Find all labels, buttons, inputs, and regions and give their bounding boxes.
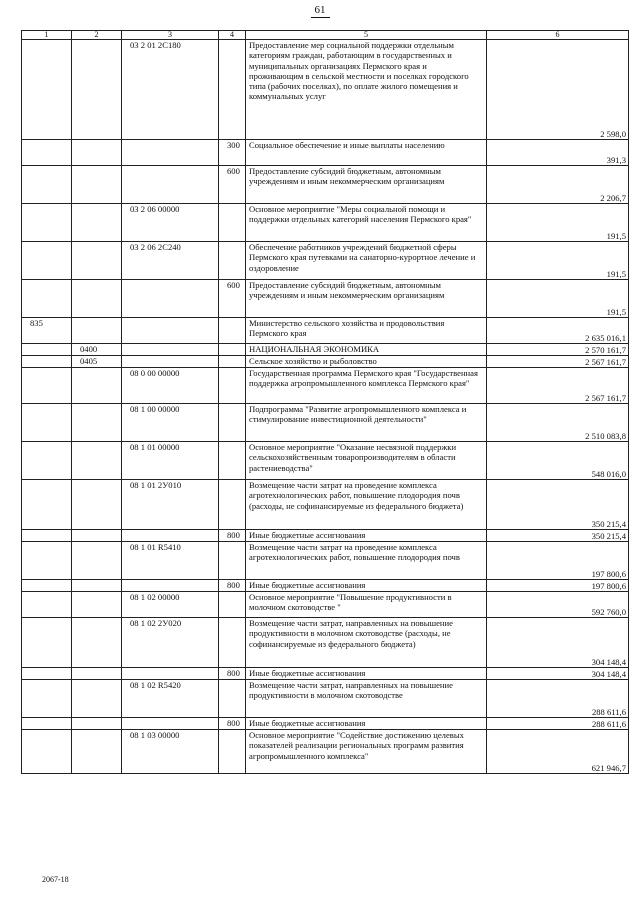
table-row — [22, 40, 629, 140]
table-row — [22, 530, 629, 542]
cell-admin-code — [22, 730, 72, 774]
cell-amount: 2 635 016,1 — [487, 318, 629, 344]
cell-admin-code — [22, 356, 72, 368]
cell-expense-type: 600 — [219, 166, 246, 204]
table-row — [22, 442, 629, 480]
header-row — [22, 31, 629, 40]
cell-admin-code — [22, 592, 72, 618]
cell-expense-type — [219, 442, 246, 480]
cell-admin-code — [22, 204, 72, 242]
cell-admin-code — [22, 140, 72, 166]
header-col-1: 1 — [22, 31, 72, 40]
header-col-5: 5 — [246, 31, 487, 40]
cell-section-code — [72, 140, 122, 166]
cell-section-code — [72, 242, 122, 280]
cell-target-item: 08 1 01 00000 — [122, 442, 219, 480]
table-row — [22, 580, 629, 592]
cell-amount: 2 567 161,7 — [487, 368, 629, 404]
cell-expense-type — [219, 480, 246, 530]
cell-description: Социальное обеспечение и иные выплаты населению — [246, 140, 487, 166]
cell-section-code: 0400 — [72, 344, 122, 356]
cell-target-item: 03 2 06 00000 — [122, 204, 219, 242]
table-row — [22, 718, 629, 730]
cell-admin-code — [22, 580, 72, 592]
cell-expense-type: 800 — [219, 530, 246, 542]
cell-section-code — [72, 480, 122, 530]
cell-admin-code — [22, 530, 72, 542]
table-row — [22, 668, 629, 680]
cell-section-code — [72, 680, 122, 718]
cell-description: Возмещение части затрат, направленных на повышение продуктивности в молочном скотоводстве (расходы, не софинансируемые из федерального бюджета) — [246, 618, 487, 668]
cell-section-code: 0405 — [72, 356, 122, 368]
cell-section-code — [72, 442, 122, 480]
cell-admin-code — [22, 542, 72, 580]
cell-section-code — [72, 204, 122, 242]
cell-expense-type — [219, 368, 246, 404]
cell-admin-code — [22, 344, 72, 356]
cell-expense-type — [219, 356, 246, 368]
cell-expense-type: 800 — [219, 718, 246, 730]
cell-target-item — [122, 140, 219, 166]
cell-expense-type: 300 — [219, 140, 246, 166]
cell-admin-code — [22, 40, 72, 140]
cell-description: Обеспечение работников учреждений бюджетной сферы Пермского края путевками на санаторно-курортное лечение и оздоровление — [246, 242, 487, 280]
cell-target-item — [122, 280, 219, 318]
cell-section-code — [72, 718, 122, 730]
cell-section-code — [72, 618, 122, 668]
cell-expense-type — [219, 404, 246, 442]
cell-description: Предоставление субсидий бюджетным, автономным учреждениям и иным некоммерческим организациям — [246, 280, 487, 318]
cell-target-item — [122, 356, 219, 368]
cell-section-code — [72, 542, 122, 580]
cell-target-item: 08 1 01 2У010 — [122, 480, 219, 530]
table-row — [22, 344, 629, 356]
cell-description: Сельское хозяйство и рыболовство — [246, 356, 487, 368]
cell-section-code — [72, 368, 122, 404]
cell-section-code — [72, 318, 122, 344]
table-row — [22, 368, 629, 404]
cell-target-item — [122, 530, 219, 542]
cell-section-code — [72, 592, 122, 618]
table-row — [22, 280, 629, 318]
cell-section-code — [72, 404, 122, 442]
cell-section-code — [72, 580, 122, 592]
cell-expense-type — [219, 242, 246, 280]
cell-amount: 197 800,6 — [487, 542, 629, 580]
table-row — [22, 204, 629, 242]
page-number-text: 61 — [311, 4, 330, 18]
cell-admin-code: 835 — [22, 318, 72, 344]
cell-expense-type — [219, 318, 246, 344]
cell-amount: 350 215,4 — [487, 530, 629, 542]
cell-target-item: 08 1 01 R5410 — [122, 542, 219, 580]
cell-amount: 2 598,0 — [487, 40, 629, 140]
cell-section-code — [72, 530, 122, 542]
cell-target-item — [122, 668, 219, 680]
cell-description: Иные бюджетные ассигнования — [246, 718, 487, 730]
cell-description: Основное мероприятие "Содействие достижению целевых показателей реализации региональных программ развития агропромышленного комплекса" — [246, 730, 487, 774]
cell-description: Министерство сельского хозяйства и продовольствия Пермского края — [246, 318, 487, 344]
cell-expense-type — [219, 730, 246, 774]
cell-section-code — [72, 668, 122, 680]
cell-description: Возмещение части затрат на проведение комплекса агротехнологических работ, повышение плодородия почв (расходы, не софинансируемые из федерального бюджета) — [246, 480, 487, 530]
cell-description: Возмещение части затрат, направленных на повышение продуктивности в молочном скотоводстве — [246, 680, 487, 718]
header-col-3: 3 — [122, 31, 219, 40]
cell-admin-code — [22, 368, 72, 404]
table-row — [22, 356, 629, 368]
cell-amount: 592 760,0 — [487, 592, 629, 618]
cell-amount: 2 570 161,7 — [487, 344, 629, 356]
table-row — [22, 680, 629, 718]
cell-section-code — [72, 166, 122, 204]
cell-admin-code — [22, 718, 72, 730]
table-row — [22, 480, 629, 530]
cell-amount: 191,5 — [487, 280, 629, 318]
cell-section-code — [72, 280, 122, 318]
cell-description: Государственная программа Пермского края "Государственная поддержка агропромышленного комплекса Пермского края" — [246, 368, 487, 404]
header-col-4: 4 — [219, 31, 246, 40]
cell-description: Возмещение части затрат на проведение комплекса агротехнологических работ, повышение плодородия почв — [246, 542, 487, 580]
table-row — [22, 542, 629, 580]
cell-description: Иные бюджетные ассигнования — [246, 580, 487, 592]
cell-expense-type: 800 — [219, 580, 246, 592]
cell-amount: 197 800,6 — [487, 580, 629, 592]
cell-section-code — [72, 730, 122, 774]
cell-expense-type: 600 — [219, 280, 246, 318]
cell-admin-code — [22, 680, 72, 718]
cell-expense-type — [219, 680, 246, 718]
cell-target-item — [122, 318, 219, 344]
cell-description: Основное мероприятие "Меры социальной помощи и поддержки отдельных категорий населения Пермского края" — [246, 204, 487, 242]
cell-description: НАЦИОНАЛЬНАЯ ЭКОНОМИКА — [246, 344, 487, 356]
cell-description: Подпрограмма "Развитие агропромышленного комплекса и стимулирование инвестиционной деятельности" — [246, 404, 487, 442]
cell-description: Основное мероприятие "Повышение продуктивности в молочном скотоводстве " — [246, 592, 487, 618]
cell-target-item: 03 2 01 2С180 — [122, 40, 219, 140]
cell-amount: 304 148,4 — [487, 618, 629, 668]
cell-amount: 2 567 161,7 — [487, 356, 629, 368]
cell-expense-type: 800 — [219, 668, 246, 680]
cell-expense-type — [219, 592, 246, 618]
cell-target-item: 08 1 02 00000 — [122, 592, 219, 618]
table-row — [22, 166, 629, 204]
cell-amount: 288 611,6 — [487, 718, 629, 730]
cell-target-item — [122, 344, 219, 356]
cell-target-item: 08 1 02 R5420 — [122, 680, 219, 718]
cell-amount: 191,5 — [487, 242, 629, 280]
cell-expense-type — [219, 542, 246, 580]
cell-amount: 288 611,6 — [487, 680, 629, 718]
cell-target-item — [122, 718, 219, 730]
cell-amount: 304 148,4 — [487, 668, 629, 680]
cell-expense-type — [219, 204, 246, 242]
cell-amount: 2 206,7 — [487, 166, 629, 204]
cell-admin-code — [22, 480, 72, 530]
cell-description: Иные бюджетные ассигнования — [246, 668, 487, 680]
cell-target-item: 08 0 00 00000 — [122, 368, 219, 404]
cell-target-item: 08 1 02 2У020 — [122, 618, 219, 668]
cell-expense-type — [219, 344, 246, 356]
cell-amount: 548 016,0 — [487, 442, 629, 480]
table-row — [22, 318, 629, 344]
cell-amount: 2 510 083,8 — [487, 404, 629, 442]
cell-target-item: 03 2 06 2С240 — [122, 242, 219, 280]
budget-table — [21, 30, 629, 774]
cell-description: Основное мероприятие "Оказание несвязной поддержки сельскохозяйственным товаропроизводителям в области растениеводства" — [246, 442, 487, 480]
cell-admin-code — [22, 280, 72, 318]
cell-target-item — [122, 580, 219, 592]
cell-admin-code — [22, 242, 72, 280]
cell-admin-code — [22, 618, 72, 668]
table-row — [22, 730, 629, 774]
cell-expense-type — [219, 40, 246, 140]
cell-description: Иные бюджетные ассигнования — [246, 530, 487, 542]
header-col-6: 6 — [487, 31, 629, 40]
table-row — [22, 140, 629, 166]
cell-amount: 391,3 — [487, 140, 629, 166]
cell-admin-code — [22, 404, 72, 442]
table-row — [22, 592, 629, 618]
table-row — [22, 618, 629, 668]
cell-admin-code — [22, 668, 72, 680]
cell-expense-type — [219, 618, 246, 668]
cell-description: Предоставление субсидий бюджетным, автономным учреждениям и иным некоммерческим организациям — [246, 166, 487, 204]
cell-description: Предоставление мер социальной поддержки отдельным категориям граждан, работающим в государственных и муниципальных организациях Пермского края и проживающим в сельской местности и поселках городского типа (рабочих поселках), по оплате жилого помещения и коммунальных услуг — [246, 40, 487, 140]
cell-amount: 350 215,4 — [487, 480, 629, 530]
header-col-2: 2 — [72, 31, 122, 40]
cell-admin-code — [22, 166, 72, 204]
cell-admin-code — [22, 442, 72, 480]
table-row — [22, 404, 629, 442]
table-row — [22, 242, 629, 280]
cell-target-item: 08 1 03 00000 — [122, 730, 219, 774]
cell-target-item: 08 1 00 00000 — [122, 404, 219, 442]
footer-code: 2067-18 — [42, 875, 69, 884]
cell-amount: 191,5 — [487, 204, 629, 242]
cell-amount: 621 946,7 — [487, 730, 629, 774]
cell-target-item — [122, 166, 219, 204]
page-number — [0, 4, 640, 18]
cell-section-code — [72, 40, 122, 140]
